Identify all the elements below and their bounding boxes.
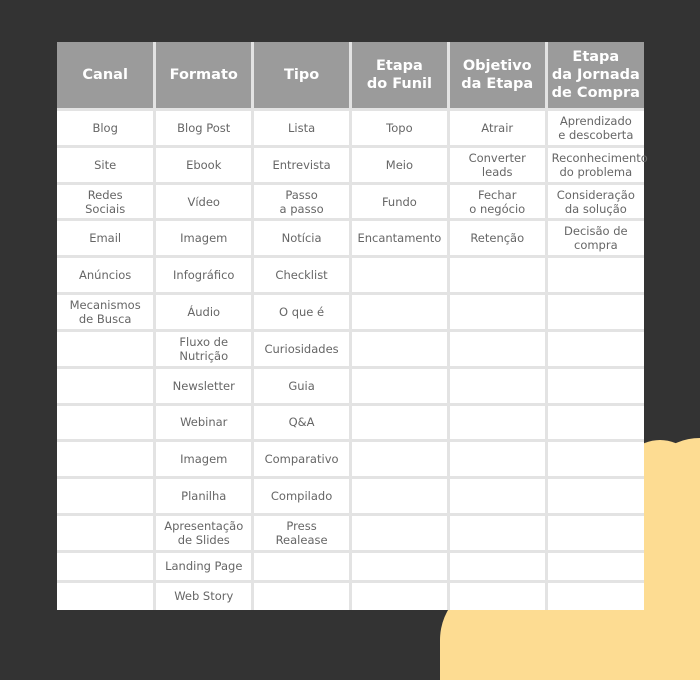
table-row <box>57 404 644 441</box>
header-canal: Canal <box>57 42 155 110</box>
cell-formato: Landing Page <box>155 551 253 581</box>
table-row <box>57 367 644 404</box>
table-row <box>57 514 644 551</box>
cell-etapa-jornada <box>546 257 644 294</box>
cell-canal: Redes Sociais <box>57 183 155 220</box>
table-row <box>57 330 644 367</box>
header-tipo: Tipo <box>253 42 351 110</box>
table-row <box>57 183 644 220</box>
cell-formato: Newsletter <box>155 367 253 404</box>
table-row <box>57 294 644 331</box>
cell-etapa-jornada: Aprendizado e descoberta <box>546 110 644 147</box>
cell-canal <box>57 514 155 551</box>
table-row <box>57 146 644 183</box>
cell-canal: Anúncios <box>57 257 155 294</box>
cell-etapa-funil: Topo <box>350 110 448 147</box>
cell-etapa-jornada <box>546 330 644 367</box>
cell-tipo: Entrevista <box>253 146 351 183</box>
cell-canal <box>57 330 155 367</box>
cell-tipo: Notícia <box>253 220 351 257</box>
table-row <box>57 257 644 294</box>
cell-etapa-jornada <box>546 581 644 610</box>
cell-objetivo-etapa <box>448 551 546 581</box>
table-body <box>57 110 648 611</box>
cell-canal <box>57 478 155 515</box>
cell-etapa-funil: Fundo <box>350 183 448 220</box>
cell-tipo: Curiosidades <box>253 330 351 367</box>
header-etapa-jornada: Etapa da Jornada de Compra <box>546 42 644 110</box>
cell-objetivo-etapa: Retenção <box>448 220 546 257</box>
cell-objetivo-etapa <box>448 581 546 610</box>
cell-etapa-funil <box>350 478 448 515</box>
cell-etapa-funil <box>350 441 448 478</box>
cell-formato: Ebook <box>155 146 253 183</box>
cell-tipo <box>253 551 351 581</box>
content-matrix-table <box>57 42 648 610</box>
cell-objetivo-etapa: Fechar o negócio <box>448 183 546 220</box>
cell-etapa-jornada: Consideração da solução <box>546 183 644 220</box>
cell-tipo: Lista <box>253 110 351 147</box>
cell-etapa-funil <box>350 294 448 331</box>
cell-objetivo-etapa <box>448 441 546 478</box>
cell-etapa-jornada <box>546 514 644 551</box>
cell-etapa-jornada <box>546 367 644 404</box>
cell-etapa-funil: Encantamento <box>350 220 448 257</box>
cell-formato: Blog Post <box>155 110 253 147</box>
cell-formato: Infográfico <box>155 257 253 294</box>
header-formato: Formato <box>155 42 253 110</box>
cell-tipo: Press Realease <box>253 514 351 551</box>
table-row <box>57 441 644 478</box>
cell-canal: Blog <box>57 110 155 147</box>
cell-tipo: Q&A <box>253 404 351 441</box>
cell-etapa-jornada <box>546 404 644 441</box>
cell-etapa-funil <box>350 551 448 581</box>
cell-tipo: O que é <box>253 294 351 331</box>
cell-tipo <box>253 581 351 610</box>
cell-canal <box>57 441 155 478</box>
table-row <box>57 551 644 581</box>
header-objetivo-etapa: Objetivo da Etapa <box>448 42 546 110</box>
cell-canal <box>57 404 155 441</box>
cell-canal: Email <box>57 220 155 257</box>
cell-etapa-funil <box>350 330 448 367</box>
cell-canal: Site <box>57 146 155 183</box>
cell-etapa-jornada <box>546 294 644 331</box>
cell-etapa-jornada: Reconhecimento do problema <box>546 146 644 183</box>
cell-objetivo-etapa <box>448 404 546 441</box>
cell-formato: Web Story <box>155 581 253 610</box>
cell-formato: Fluxo de Nutrição <box>155 330 253 367</box>
cell-objetivo-etapa <box>448 257 546 294</box>
cell-etapa-funil <box>350 404 448 441</box>
cell-canal <box>57 581 155 610</box>
cell-formato: Áudio <box>155 294 253 331</box>
cell-formato: Webinar <box>155 404 253 441</box>
cell-etapa-jornada <box>546 441 644 478</box>
cell-tipo: Guia <box>253 367 351 404</box>
cell-etapa-jornada <box>546 551 644 581</box>
cell-tipo: Compilado <box>253 478 351 515</box>
cell-etapa-funil <box>350 367 448 404</box>
table-row <box>57 220 644 257</box>
cell-objetivo-etapa <box>448 478 546 515</box>
cell-etapa-jornada <box>546 478 644 515</box>
cell-etapa-funil: Meio <box>350 146 448 183</box>
cell-objetivo-etapa <box>448 367 546 404</box>
cell-etapa-funil <box>350 257 448 294</box>
cell-etapa-funil <box>350 581 448 610</box>
table-row <box>57 478 644 515</box>
cell-objetivo-etapa: Atrair <box>448 110 546 147</box>
cell-tipo: Checklist <box>253 257 351 294</box>
cell-formato: Imagem <box>155 220 253 257</box>
cell-canal <box>57 367 155 404</box>
cell-formato: Planilha <box>155 478 253 515</box>
cell-objetivo-etapa: Converter leads <box>448 146 546 183</box>
cell-tipo: Comparativo <box>253 441 351 478</box>
header-row <box>57 42 644 110</box>
cell-formato: Vídeo <box>155 183 253 220</box>
cell-objetivo-etapa <box>448 294 546 331</box>
cell-etapa-funil <box>350 514 448 551</box>
cell-objetivo-etapa <box>448 514 546 551</box>
cell-formato: Imagem <box>155 441 253 478</box>
cell-formato: Apresentação de Slides <box>155 514 253 551</box>
table-row <box>57 581 644 610</box>
cell-tipo: Passo a passo <box>253 183 351 220</box>
header-etapa-funil: Etapa do Funil <box>350 42 448 110</box>
cell-etapa-jornada: Decisão de compra <box>546 220 644 257</box>
cell-canal: Mecanismos de Busca <box>57 294 155 331</box>
cell-canal <box>57 551 155 581</box>
table-row <box>57 110 644 147</box>
cell-objetivo-etapa <box>448 330 546 367</box>
